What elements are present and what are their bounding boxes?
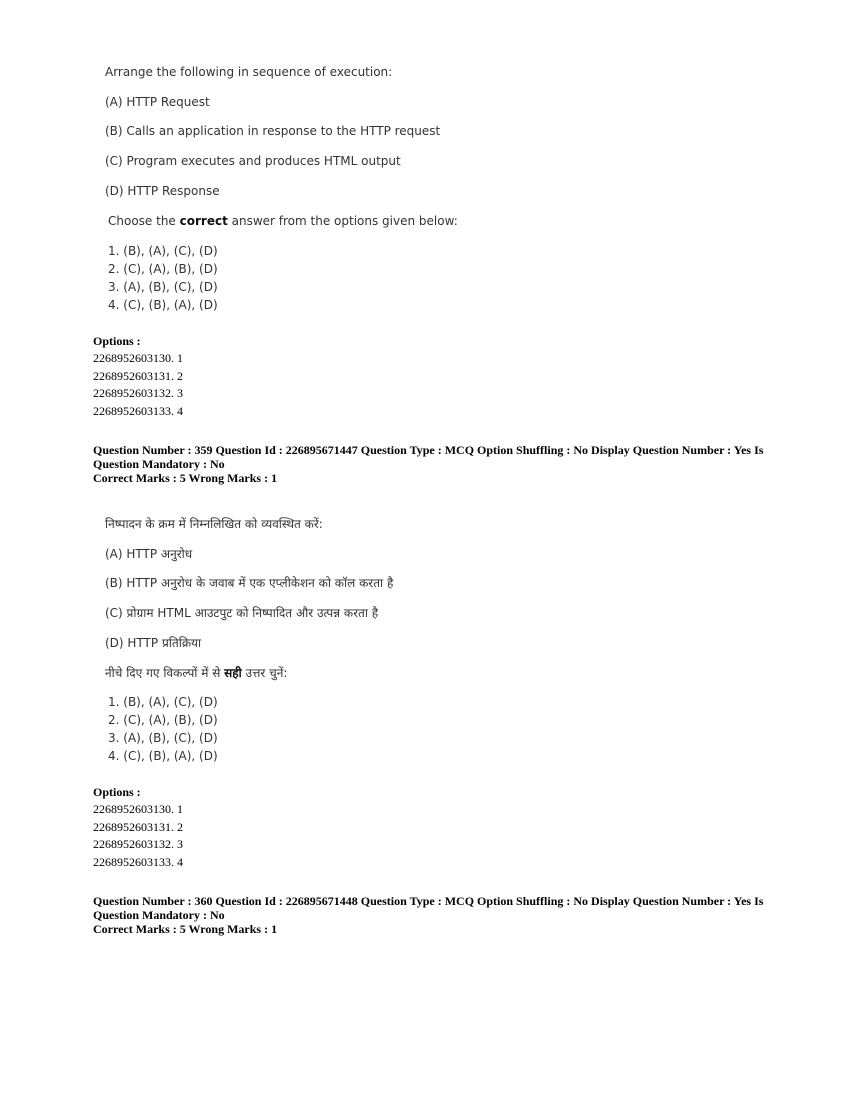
statement-b: (B) HTTP अनुरोध के जवाब में एक एप्लीकेशन को कॉल करता है (105, 576, 394, 590)
answer-choice: 4. (C), (B), (A), (D) (108, 749, 218, 763)
option-id: 2268952603133. 4 (93, 403, 183, 418)
answer-choice: 3. (A), (B), (C), (D) (108, 280, 218, 294)
question-stem: Arrange the following in sequence of execution: (105, 65, 393, 79)
statement-a: (A) HTTP अनुरोध (105, 547, 193, 561)
answer-choices (108, 242, 218, 314)
option-id: 2268952603130. 1 (93, 802, 183, 816)
answer-choice: 2. (C), (A), (B), (D) (108, 262, 218, 276)
question-359-meta (93, 443, 773, 485)
option-id: 2268952603132. 3 (93, 386, 183, 400)
option-id: 2268952603130. 1 (93, 351, 183, 365)
question-360-meta (93, 894, 773, 936)
answer-choice: 1. (B), (A), (C), (D) (108, 244, 218, 258)
answer-choice: 1. (B), (A), (C), (D) (108, 695, 218, 709)
marks-info: Correct Marks : 5 Wrong Marks : 1 (93, 471, 278, 485)
option-id: 2268952603131. 2 (93, 819, 183, 834)
options-list (93, 784, 183, 871)
options-header: Options : (93, 785, 141, 799)
answer-choice: 4. (C), (B), (A), (D) (108, 298, 218, 312)
question-info: Question Number : 359 Question Id : 226895671447 Question Type : MCQ Option Shuffling : No Display Question Number : Yes Is Question Mandatory : No (93, 443, 764, 471)
statement-b: (B) Calls an application in response to the HTTP request (105, 124, 441, 138)
statement-c: (C) प्रोग्राम HTML आउटपुट को निष्पादित और उत्पन्न करता है (105, 606, 379, 620)
option-id: 2268952603132. 3 (93, 837, 183, 851)
question-info: Question Number : 360 Question Id : 226895671448 Question Type : MCQ Option Shuffling : No Display Question Number : Yes Is Question Mandatory : No (93, 894, 764, 922)
marks-info: Correct Marks : 5 Wrong Marks : 1 (93, 922, 278, 936)
answer-choice: 2. (C), (A), (B), (D) (108, 713, 218, 727)
statement-d: (D) HTTP प्रतिक्रिया (105, 636, 202, 650)
choose-instruction: Choose the correct answer from the options given below: (108, 214, 458, 228)
choose-instruction: नीचे दिए गए विकल्पों में से सही उत्तर चुनें: (105, 666, 288, 680)
answer-choice: 3. (A), (B), (C), (D) (108, 731, 218, 745)
options-list (93, 333, 183, 420)
statement-c: (C) Program executes and produces HTML output (105, 154, 401, 168)
question-stem: निष्पादन के क्रम में निम्नलिखित को व्यवस्थित करें: (105, 517, 323, 531)
option-id: 2268952603133. 4 (93, 854, 183, 869)
statement-d: (D) HTTP Response (105, 184, 220, 198)
option-id: 2268952603131. 2 (93, 368, 183, 383)
options-header: Options : (93, 334, 141, 348)
answer-choices (108, 693, 218, 765)
statement-a: (A) HTTP Request (105, 95, 210, 109)
